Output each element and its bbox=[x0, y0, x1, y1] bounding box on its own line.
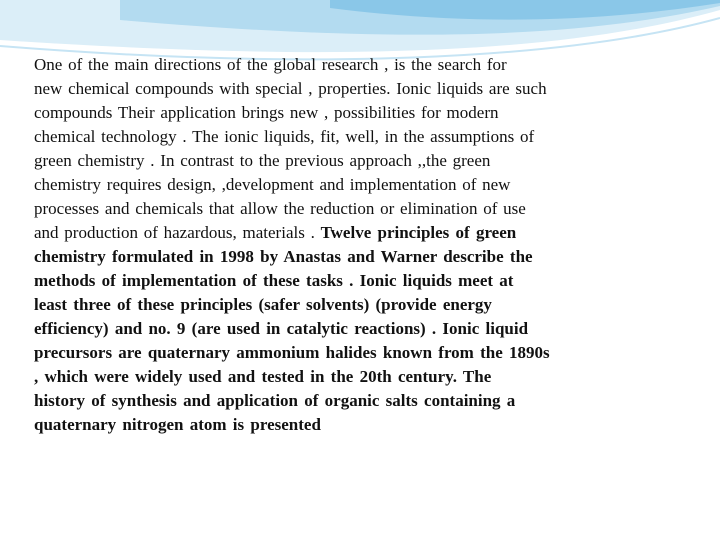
text-segment-bold: Twelve principles of green bbox=[320, 223, 517, 242]
text-line-bold: history of synthesis and application of organic salts containing a bbox=[34, 391, 516, 410]
text-line-bold: quaternary nitrogen atom is presented bbox=[34, 415, 321, 434]
text-line-bold: efficiency) and no. 9 (are used in catalytic reactions) . Ionic liquid bbox=[34, 319, 529, 338]
text-segment-regular: and production of hazardous, materials . bbox=[34, 223, 321, 242]
text-line: chemical technology . The ionic liquids, fit, well, in the assumptions of bbox=[34, 127, 535, 146]
slide-body-text bbox=[34, 53, 674, 437]
text-line: compounds Their application brings new , possibilities for modern bbox=[34, 103, 499, 122]
text-line: green chemistry . In contrast to the previous approach ,,the green bbox=[34, 151, 491, 170]
text-line-mixed bbox=[34, 221, 674, 245]
text-line: processes and chemicals that allow the reduction or elimination of use bbox=[34, 199, 526, 218]
text-line-bold: least three of these principles (safer solvents) (provide energy bbox=[34, 295, 492, 314]
text-line: new chemical compounds with special , properties. Ionic liquids are such bbox=[34, 79, 547, 98]
text-line-bold: chemistry formulated in 1998 by Anastas and Warner describe the bbox=[34, 247, 533, 266]
text-line-bold: , which were widely used and tested in the 20th century. The bbox=[34, 367, 492, 386]
text-line: One of the main directions of the global research , is the search for bbox=[34, 55, 507, 74]
text-line-bold: precursors are quaternary ammonium halides known from the 1890s bbox=[34, 343, 550, 362]
text-line: chemistry requires design, ,development and implementation of new bbox=[34, 175, 511, 194]
text-line-bold: methods of implementation of these tasks . Ionic liquids meet at bbox=[34, 271, 514, 290]
